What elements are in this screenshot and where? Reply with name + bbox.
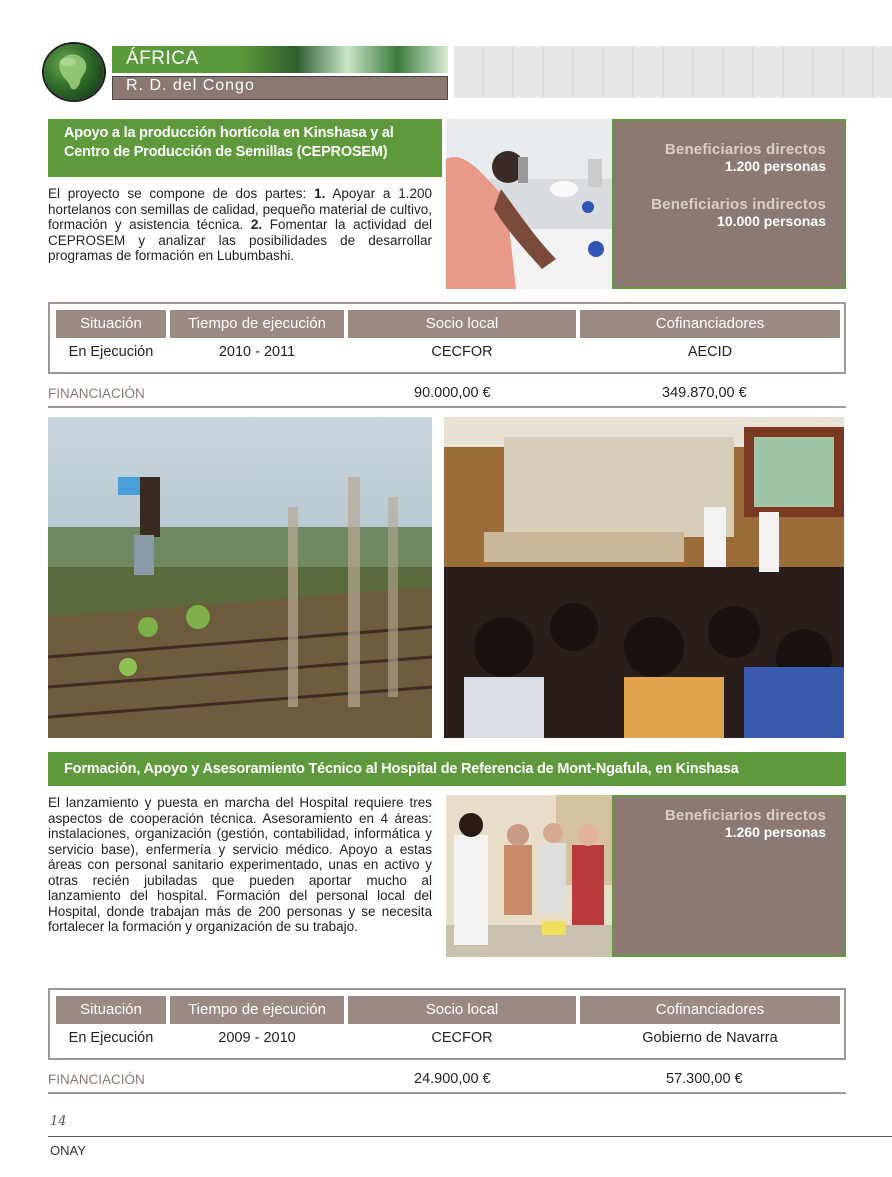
cell-situacion: En Ejecución (68, 1030, 154, 1046)
header-situacion: Situación (56, 996, 166, 1024)
financing-label: FINANCIACIÓN (48, 1072, 145, 1087)
header-situacion: Situación (56, 310, 166, 338)
cell-socio: CECFOR (431, 344, 493, 360)
meeting-room-photo (444, 417, 844, 738)
direct-beneficiaries-value: 1.200 personas (724, 158, 826, 174)
direct-beneficiaries-value: 1.260 personas (724, 824, 826, 840)
header-socio: Socio local (348, 310, 576, 338)
financing-label: FINANCIACIÓN (48, 386, 145, 401)
country-title: R. D. del Congo (126, 77, 255, 94)
direct-beneficiaries-label: Beneficiarios directos (664, 141, 826, 158)
financing-own-amount: 24.900,00 € (414, 1071, 491, 1087)
project-2-hospital-photo (446, 795, 612, 957)
desc-number: 2. (250, 217, 263, 232)
direct-beneficiaries-label: Beneficiarios directos (664, 807, 826, 824)
header-cofinanciadores: Cofinanciadores (580, 310, 840, 338)
header-cofinanciadores: Cofinanciadores (580, 996, 840, 1024)
desc-text: Fomentar la actividad del CEPROSEM y analizar las posibilidades de desarrollar programas de formación en Lubumbashi. (48, 217, 432, 263)
region-title: ÁFRICA (126, 48, 199, 69)
indirect-beneficiaries-label: Beneficiarios indirectos (651, 196, 826, 213)
header-socio: Socio local (348, 996, 576, 1024)
financing-own-amount: 90.000,00 € (414, 385, 491, 401)
cell-socio: CECFOR (431, 1030, 493, 1046)
cell-cofinanciadores: AECID (687, 344, 733, 360)
divider (48, 406, 846, 408)
financing-cofin-amount: 57.300,00 € (666, 1071, 743, 1087)
cell-tiempo: 2010 - 2011 (218, 344, 296, 360)
project-1-title (48, 119, 442, 177)
project-2-table (48, 988, 846, 1060)
africa-globe-icon (44, 44, 104, 100)
cell-situacion: En Ejecución (68, 344, 154, 360)
field-worker-photo (48, 417, 432, 738)
header-tiempo: Tiempo de ejecución (170, 310, 344, 338)
project-1-title-line-2: Centro de Producción de Semillas (CEPROSEM) (64, 144, 388, 160)
page-number: 14 (50, 1114, 67, 1129)
project-2-beneficiaries (612, 795, 846, 957)
divider (48, 1092, 846, 1094)
desc-text: Apoyar a 1.200 hortelanos con semillas de calidad, pequeño material de cultivo, formación y asistencia técnica. (48, 186, 432, 232)
cell-tiempo: 2009 - 2010 (218, 1030, 296, 1046)
indirect-beneficiaries-value: 10.000 personas (717, 213, 826, 229)
header-decoration (454, 46, 892, 98)
cell-cofinanciadores: Gobierno de Navarra (642, 1030, 778, 1046)
footer-org: ONAY (50, 1143, 86, 1158)
project-1-description (48, 186, 432, 264)
desc-text: El proyecto se compone de dos partes: (48, 186, 315, 201)
project-1-title-line-1: Apoyo a la producción hortícola en Kinshasa y al (64, 125, 394, 141)
footer-divider (48, 1136, 892, 1137)
project-1-table (48, 302, 846, 374)
desc-number: 1. (314, 186, 326, 201)
project-1-beneficiaries (612, 119, 846, 289)
project-2-title: Formación, Apoyo y Asesoramiento Técnico al Hospital de Referencia de Mont-Ngafula, en Kinshasa (48, 752, 846, 786)
financing-cofin-amount: 349.870,00 € (662, 385, 747, 401)
project-2-description: El lanzamiento y puesta en marcha del Hospital requiere tres aspectos de cooperación técnica. Asesoramiento en 4 áreas: instalaciones, organización (gestión, contabilidad, informática y servicio base), enfermería y servicio médico. Apoyo a estas áreas con personal sanitario experimentado, unas en activo y otras recién jubiladas que pueden aportar mucho al lanzamiento del hospital. Formación del personal local del Hospital, donde trabajan más de 200 personas y se necesita fortalecer la formación y organización de su trabajo. (48, 795, 432, 934)
header-tiempo: Tiempo de ejecución (170, 996, 344, 1024)
project-1-lab-photo (446, 119, 612, 289)
